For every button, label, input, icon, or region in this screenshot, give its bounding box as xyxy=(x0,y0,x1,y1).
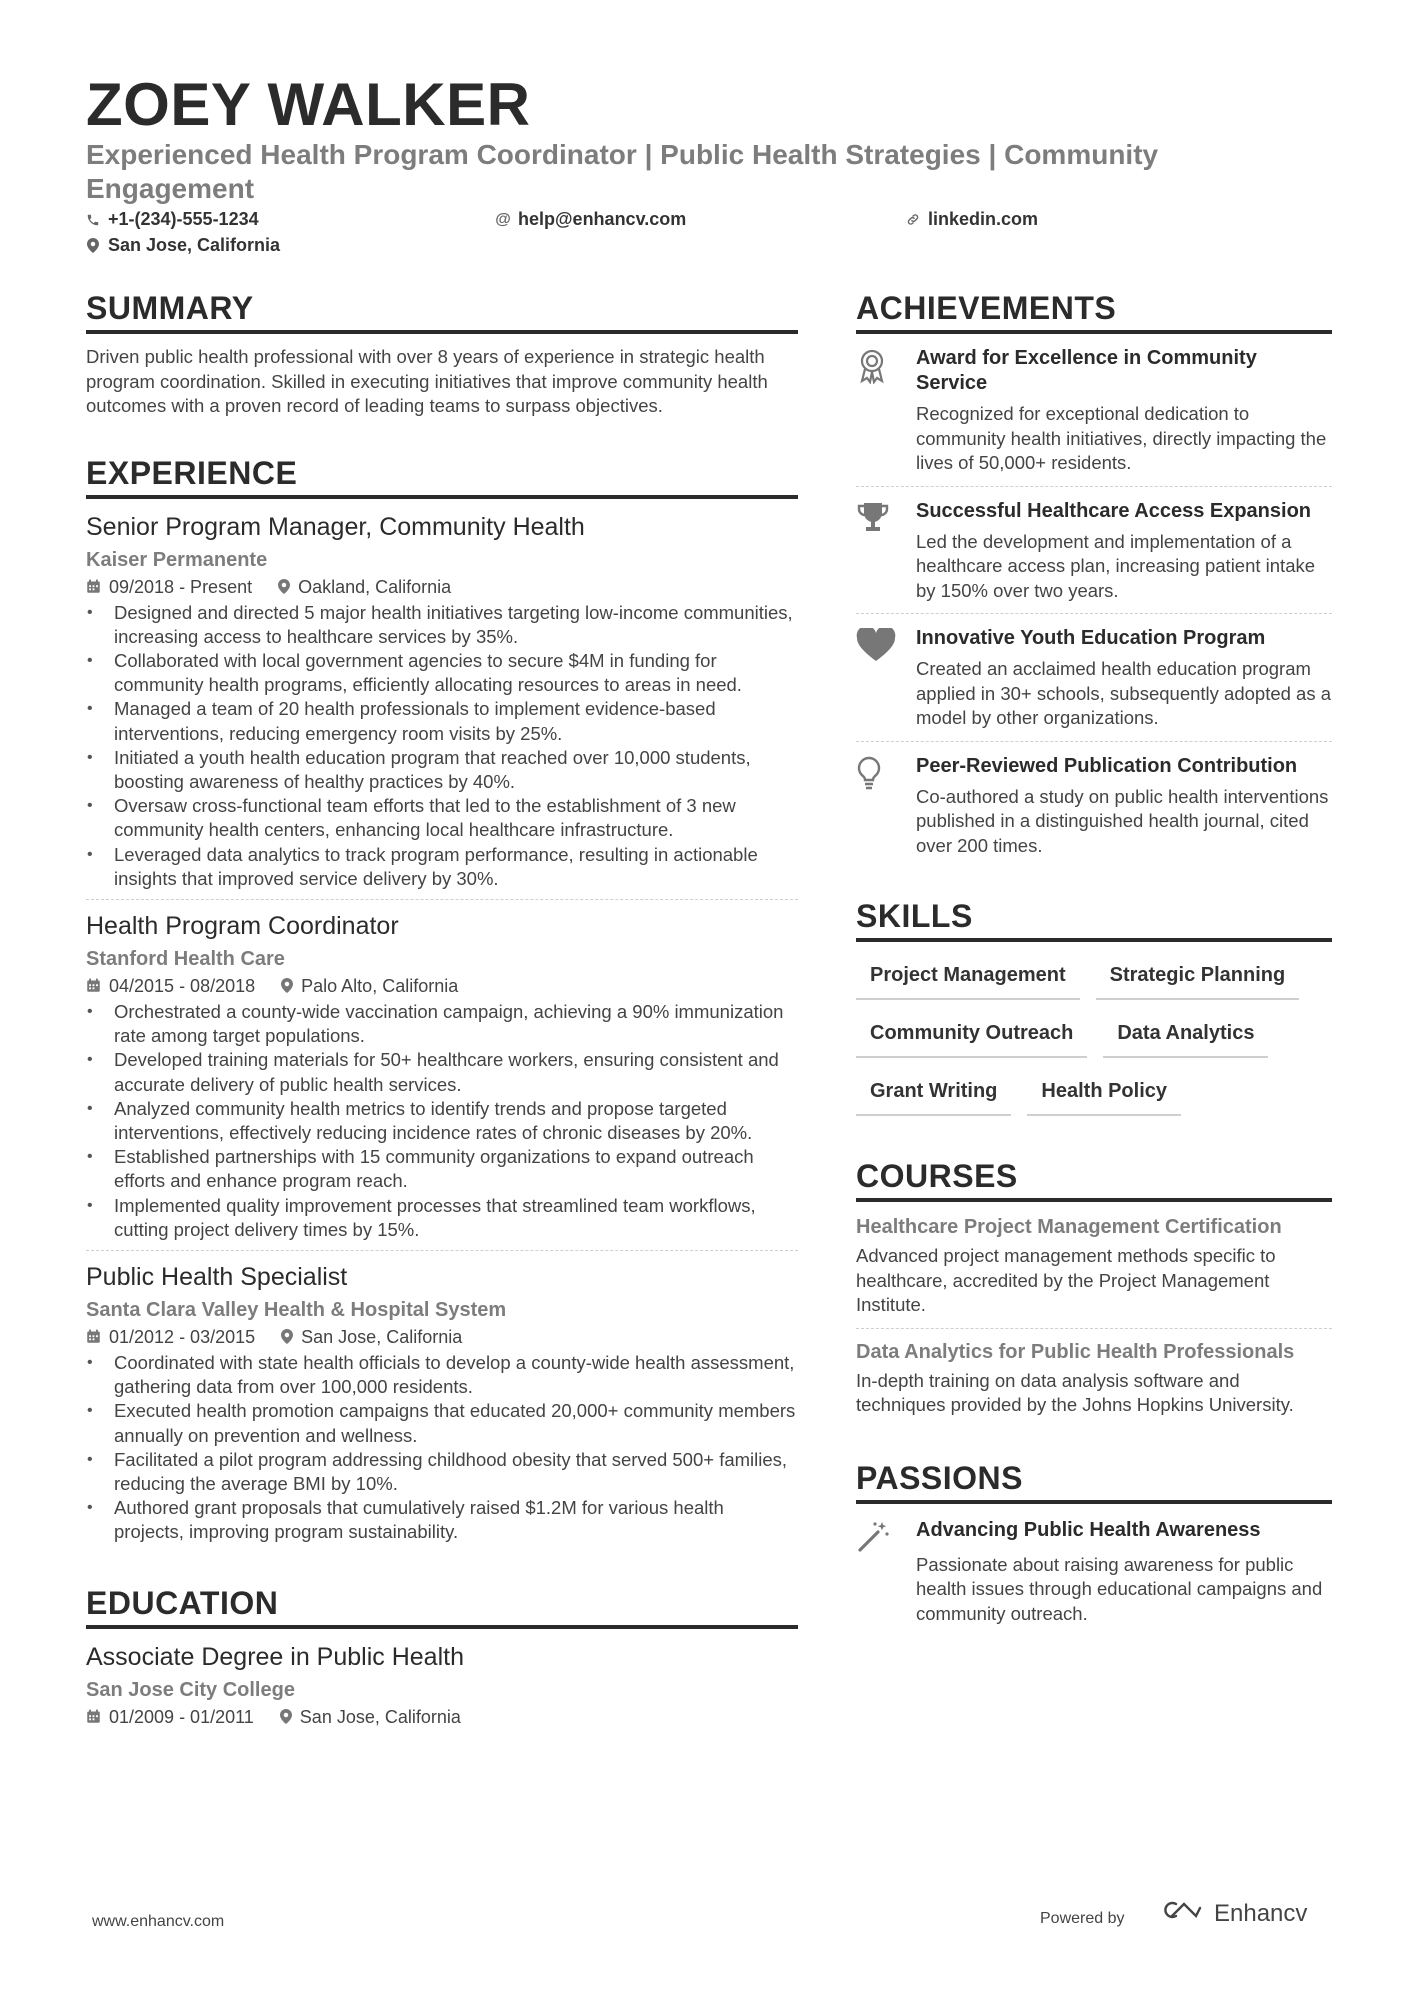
contact-location xyxy=(86,235,280,256)
bullet-item: • Oversaw cross-functional team efforts that led to the establishment of 3 new community health centers, enhancing local healthcare infrastructure. xyxy=(86,794,798,842)
experience-entry xyxy=(86,1261,798,1545)
courses-section xyxy=(856,1156,1332,1418)
enhancv-logo-icon xyxy=(1160,1898,1208,1929)
experience-heading: EXPERIENCE xyxy=(86,453,798,499)
location-pin-icon xyxy=(278,579,290,594)
skill-tag: Health Policy xyxy=(1027,1078,1181,1116)
trophy-icon xyxy=(856,499,916,604)
education-location: San Jose, California xyxy=(299,1706,461,1727)
skill-tag: Community Outreach xyxy=(856,1020,1087,1058)
education-dates: 01/2009 - 01/2011 xyxy=(109,1706,254,1727)
bullet-item: • Managed a team of 20 health professionals to implement evidence-based interventions, reducing emergency room visits by 25%. xyxy=(86,697,798,745)
skill-tag: Data Analytics xyxy=(1103,1020,1268,1058)
location-pin-icon xyxy=(281,1329,293,1344)
calendar-icon xyxy=(86,1709,101,1724)
bullet-item: • Developed training materials for 50+ healthcare workers, ensuring consistent and accurate delivery of public health services. xyxy=(86,1048,798,1096)
bullet-item: • Collaborated with local government agencies to secure $4M in funding for community health programs, efficiently allocating resources to areas in need. xyxy=(86,649,798,697)
link-icon xyxy=(906,212,920,227)
achievements-heading: ACHIEVEMENTS xyxy=(856,288,1332,334)
achievement-desc: Created an acclaimed health education program applied in 30+ schools, subsequently adopted as a model by other organizations. xyxy=(916,658,1332,728)
skill-tag: Strategic Planning xyxy=(1096,962,1300,1000)
course-desc: In-depth training on data analysis software and techniques provided by the Johns Hopkins University. xyxy=(856,1369,1294,1415)
experience-section xyxy=(86,453,798,1545)
divider xyxy=(856,741,1332,742)
job-meta xyxy=(86,1325,798,1349)
email-text: help@enhancv.com xyxy=(518,209,687,229)
passions-section xyxy=(856,1458,1332,1627)
course-item xyxy=(856,1214,1332,1318)
bullet-item: • Leveraged data analytics to track program performance, resulting in actionable insights that improved service delivery by 30%. xyxy=(86,843,798,891)
location-pin-icon xyxy=(86,238,100,253)
divider xyxy=(86,899,798,900)
job-location: Oakland, California xyxy=(298,576,452,597)
enhancv-logo-text: Enhancv xyxy=(1214,1899,1308,1927)
achievement-item xyxy=(856,346,1332,476)
bullet-item: • Orchestrated a county-wide vaccination campaign, achieving a 90% immunization rate among target populations. xyxy=(86,1000,798,1048)
job-dates: 04/2015 - 08/2018 xyxy=(109,975,256,996)
calendar-icon xyxy=(86,579,101,594)
job-dates: 09/2018 - Present xyxy=(109,576,253,597)
school-name: San Jose City College xyxy=(86,1678,295,1701)
magic-wand-icon xyxy=(856,1518,916,1627)
skill-tag: Project Management xyxy=(856,962,1080,1000)
location-pin-icon xyxy=(280,1709,292,1724)
linkedin-text: linkedin.com xyxy=(928,209,1039,229)
job-title: Senior Program Manager, Community Health xyxy=(86,512,585,541)
courses-heading: COURSES xyxy=(856,1156,1332,1202)
achievements-section xyxy=(856,288,1332,858)
achievement-title: Award for Excellence in Community Service xyxy=(916,347,1257,394)
company-name: Kaiser Permanente xyxy=(86,548,268,571)
job-meta xyxy=(86,974,798,998)
candidate-headline: Experienced Health Program Coordinator | Public Health Strategies | Community Engagement xyxy=(86,139,1159,204)
degree-title: Associate Degree in Public Health xyxy=(86,1642,464,1671)
passions-heading: PASSIONS xyxy=(856,1458,1332,1504)
location-text: San Jose, California xyxy=(108,235,281,255)
job-meta xyxy=(86,575,798,599)
bullet-item: • Coordinated with state health officials to develop a county-wide health assessment, gathering data from over 100,000 residents. xyxy=(86,1351,798,1399)
at-icon: @ xyxy=(495,210,511,228)
job-bullets xyxy=(86,601,798,891)
contact-phone xyxy=(86,209,259,230)
achievement-item xyxy=(856,754,1332,859)
left-column xyxy=(86,288,798,1729)
education-heading: EDUCATION xyxy=(86,1583,798,1629)
contact-email[interactable] xyxy=(496,209,686,230)
skill-tag: Grant Writing xyxy=(856,1078,1011,1116)
job-title: Public Health Specialist xyxy=(86,1262,348,1291)
achievement-desc: Led the development and implementation of a healthcare access plan, increasing patient intake by 150% over two years. xyxy=(916,530,1316,601)
calendar-icon xyxy=(86,978,101,993)
education-section xyxy=(86,1583,798,1729)
bullet-item: • Designed and directed 5 major health initiatives targeting low-income communities, increasing access to healthcare services by 35%. xyxy=(86,601,798,649)
achievement-title: Peer-Reviewed Publication Contribution xyxy=(916,754,1298,777)
job-location: San Jose, California xyxy=(301,1326,463,1347)
summary-section xyxy=(86,288,798,419)
skills-section xyxy=(856,896,1332,1116)
bullet-item: • Executed health promotion campaigns that educated 20,000+ community members annually on prevention and wellness. xyxy=(86,1399,798,1447)
achievement-item xyxy=(856,626,1332,731)
experience-entry xyxy=(86,910,798,1242)
footer-website[interactable]: www.enhancv.com xyxy=(92,1913,225,1930)
achievement-title: Successful Healthcare Access Expansion xyxy=(916,499,1311,522)
achievement-title: Innovative Youth Education Program xyxy=(916,627,1266,649)
lightbulb-icon xyxy=(856,754,916,859)
divider xyxy=(856,1328,1332,1329)
job-location: Palo Alto, California xyxy=(301,975,459,996)
course-desc: Advanced project management methods specific to healthcare, accredited by the Project Management Institute. xyxy=(856,1245,1276,1315)
achievement-item xyxy=(856,499,1332,604)
achievement-desc: Recognized for exceptional dedication to community health initiatives, directly impacting the lives of 50,000+ residents. xyxy=(916,403,1327,473)
phone-text: +1-(234)-555-1234 xyxy=(108,209,259,229)
job-bullets xyxy=(86,1000,798,1242)
right-column xyxy=(856,288,1332,1626)
divider xyxy=(856,613,1332,614)
candidate-name: ZOEY WALKER xyxy=(86,71,531,138)
achievement-desc: Co-authored a study on public health interventions published in a distinguished health journal, cited over 200 times. xyxy=(916,785,1329,856)
divider xyxy=(86,1250,798,1251)
skills-heading: SKILLS xyxy=(856,896,1332,942)
education-meta xyxy=(86,1705,798,1729)
education-entry xyxy=(86,1641,798,1729)
passion-title: Advancing Public Health Awareness xyxy=(916,1518,1261,1541)
divider xyxy=(856,486,1332,487)
job-title: Health Program Coordinator xyxy=(86,911,399,940)
award-icon xyxy=(856,346,916,476)
course-title: Healthcare Project Management Certification xyxy=(856,1216,1282,1238)
company-name: Santa Clara Valley Health & Hospital System xyxy=(86,1298,507,1321)
bullet-item: • Established partnerships with 15 community organizations to expand outreach efforts and enhance program reach. xyxy=(86,1145,798,1193)
calendar-icon xyxy=(86,1329,101,1344)
company-name: Stanford Health Care xyxy=(86,947,285,970)
footer-logo[interactable] xyxy=(1160,1898,1307,1929)
bullet-item: • Facilitated a pilot program addressing childhood obesity that served 500+ families, reducing the average BMI by 10%. xyxy=(86,1448,798,1496)
bullet-item: • Analyzed community health metrics to identify trends and propose targeted interventions, effectively reducing incidence rates of chronic diseases by 20%. xyxy=(86,1097,798,1145)
course-title: Data Analytics for Public Health Professionals xyxy=(856,1340,1295,1363)
bullet-item: • Implemented quality improvement processes that streamlined team workflows, cutting project delivery times by 15%. xyxy=(86,1194,798,1242)
passion-desc: Passionate about raising awareness for public health issues through educational campaigns and community outreach. xyxy=(916,1553,1323,1624)
experience-entry xyxy=(86,511,798,891)
bullet-item: • Initiated a youth health education program that reached over 10,000 students, boosting awareness of healthy practices by 40%. xyxy=(86,746,798,794)
location-pin-icon xyxy=(281,978,293,993)
contact-linkedin[interactable] xyxy=(906,209,1038,230)
summary-text: Driven public health professional with over 8 years of experience in strategic health program coordination. Skilled in executing initiatives that improve community health outcomes with a proven record of leading teams to surpass objectives. xyxy=(86,346,768,416)
course-item xyxy=(856,1339,1332,1418)
phone-icon xyxy=(86,213,100,227)
passion-item xyxy=(856,1518,1332,1627)
summary-heading: SUMMARY xyxy=(86,288,798,334)
job-dates: 01/2012 - 03/2015 xyxy=(109,1326,256,1347)
bullet-item: • Authored grant proposals that cumulatively raised $1.2M for various health projects, improving program sustainability. xyxy=(86,1496,798,1544)
heart-icon xyxy=(856,626,916,731)
job-bullets xyxy=(86,1351,798,1545)
footer-powered-by: Powered by xyxy=(1040,1910,1125,1927)
skills-list xyxy=(856,962,1332,1116)
